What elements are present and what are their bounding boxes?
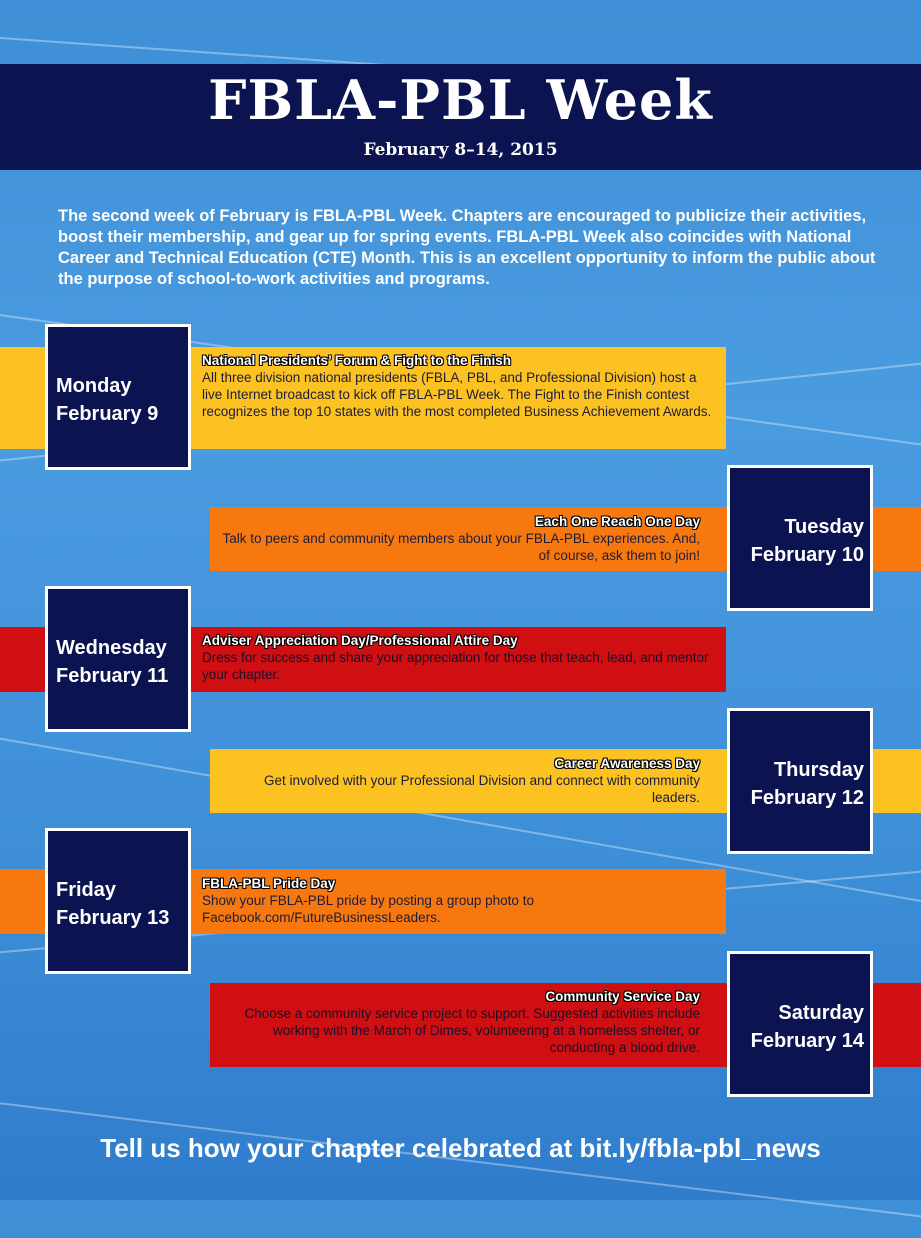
date: February 12 bbox=[750, 787, 864, 809]
saturday-day-label bbox=[751, 999, 864, 1055]
event-text: Choose a community service project to support. Suggested activities include working with the March of Dimes, volunteering at a homeless shelter, or conducting a blood drive. bbox=[244, 1006, 700, 1055]
event-text: Dress for success and share your appreciation for those that teach, lead, and mentor your chapter. bbox=[202, 650, 709, 682]
event-title: Career Awareness Day bbox=[554, 756, 700, 771]
event-title: Each One Reach One Day bbox=[534, 514, 700, 529]
event-text: Show your FBLA-PBL pride by posting a group photo to Facebook.com/FutureBusinessLeaders. bbox=[202, 893, 534, 925]
background-streak bbox=[0, 1090, 921, 1238]
event-title: FBLA-PBL Pride Day bbox=[202, 876, 336, 891]
wednesday-event bbox=[202, 632, 717, 683]
date: February 13 bbox=[56, 907, 170, 929]
weekday: Tuesday bbox=[784, 516, 864, 538]
friday-event bbox=[202, 875, 602, 926]
footer-call-to-action: Tell us how your chapter celebrated at bit.ly/fbla-pbl_news bbox=[100, 1133, 821, 1163]
intro-paragraph: The second week of February is FBLA-PBL Week. Chapters are encouraged to publicize their activities, boost their membership, and gear up for spring events. FBLA-PBL Week also coincides with National Career and Technical Education (CTE) Month. This is an excellent opportunity to inform the public about the purpose of school-to-work activities and programs. bbox=[58, 207, 876, 288]
weekday: Thursday bbox=[773, 759, 864, 781]
date: February 11 bbox=[56, 665, 169, 687]
monday-event bbox=[202, 352, 717, 420]
event-text: All three division national presidents (FBLA, PBL, and Professional Division) host a live Internet broadcast to kick off FBLA-PBL Week. The Fight to the Finish contest recognizes the top 10 states with the most completed Business Achievement Awards. bbox=[202, 370, 712, 419]
event-title: Community Service Day bbox=[545, 989, 700, 1004]
page-title: FBLA-PBL Week bbox=[208, 68, 713, 132]
event-title: Adviser Appreciation Day/Professional Attire Day bbox=[202, 633, 518, 648]
wednesday-day-label bbox=[56, 634, 168, 690]
event-title: National Presidents’ Forum & Fight to the Finish bbox=[202, 353, 512, 368]
friday-day-label bbox=[56, 876, 169, 932]
event-text: Talk to peers and community members about your FBLA-PBL experiences. And, of course, ask them to join! bbox=[222, 531, 700, 563]
date: February 10 bbox=[750, 544, 864, 566]
weekday: Saturday bbox=[778, 1002, 864, 1024]
week-dates: February 8–14, 2015 bbox=[363, 140, 558, 160]
thursday-day-label bbox=[751, 756, 864, 812]
date: February 9 bbox=[56, 403, 159, 425]
thursday-event bbox=[220, 755, 700, 806]
weekday: Friday bbox=[56, 879, 117, 901]
tuesday-day-label bbox=[751, 513, 864, 569]
event-text: Get involved with your Professional Division and connect with community leaders. bbox=[264, 773, 700, 805]
saturday-event bbox=[220, 988, 700, 1056]
monday-day-label bbox=[56, 372, 158, 428]
tuesday-event bbox=[220, 513, 700, 564]
date: February 14 bbox=[750, 1030, 864, 1052]
weekday: Wednesday bbox=[56, 637, 167, 659]
weekday: Monday bbox=[56, 375, 132, 397]
